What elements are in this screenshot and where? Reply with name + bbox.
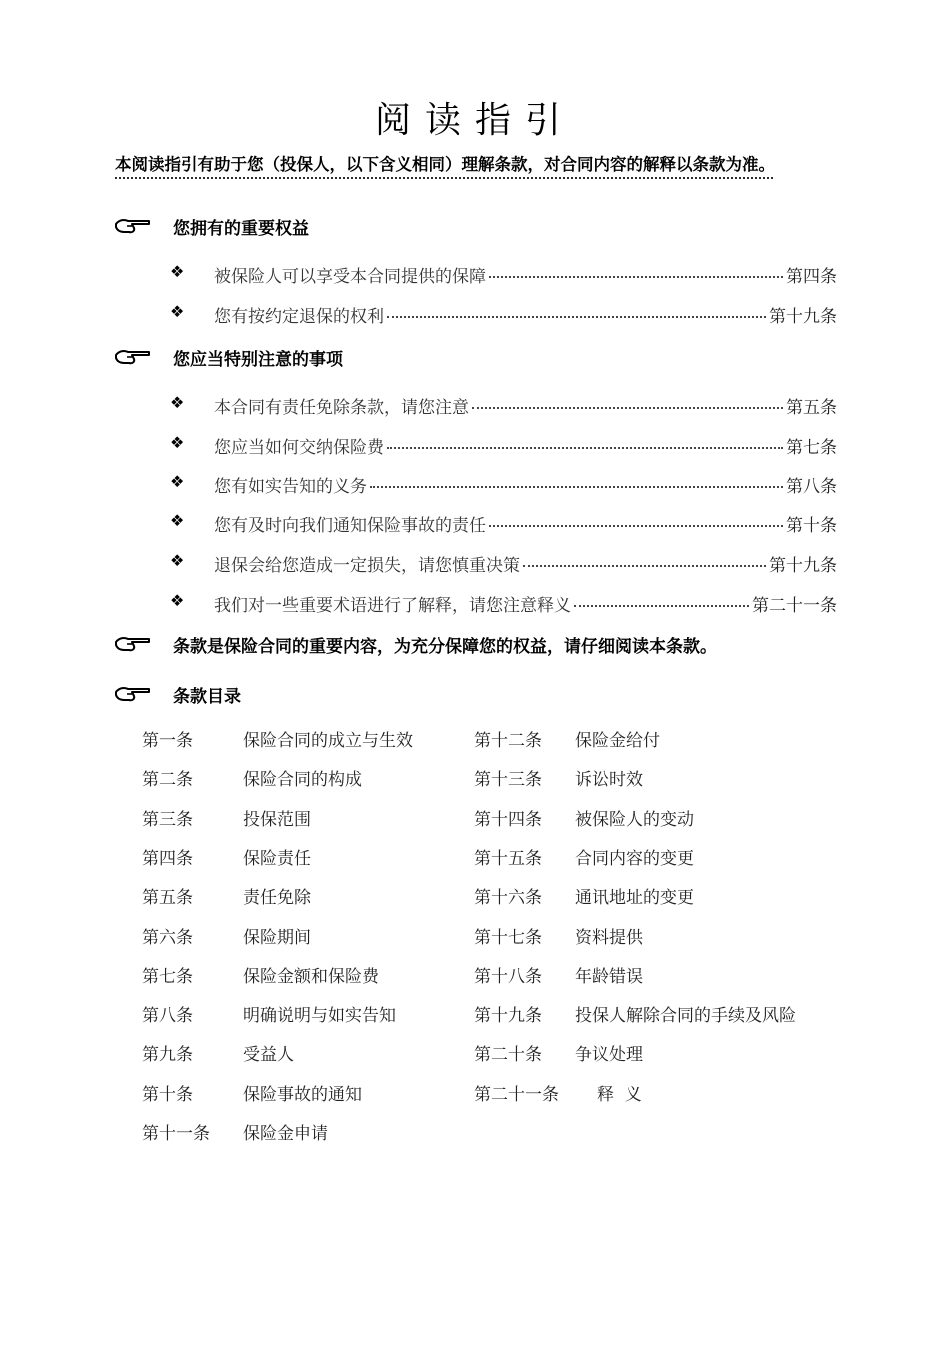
pointing-hand-icon bbox=[115, 684, 151, 704]
dot-leader bbox=[387, 447, 783, 449]
toc-clause-number: 第四条 bbox=[142, 849, 193, 869]
toc-clause-number: 第五条 bbox=[142, 888, 193, 908]
toc-clause-name: 释 义 bbox=[597, 1085, 642, 1105]
clause-reference: 第二十一条 bbox=[752, 596, 837, 616]
guide-item-text: 您有按约定退保的权利 bbox=[214, 307, 384, 327]
pointing-hand-icon bbox=[115, 347, 151, 367]
section-heading bbox=[115, 632, 855, 658]
toc-clause-name: 投保范围 bbox=[243, 810, 311, 830]
toc-clause-number: 第十七条 bbox=[474, 928, 542, 948]
toc-clause-number: 第八条 bbox=[142, 1006, 193, 1026]
toc-clause-number: 第十一条 bbox=[142, 1124, 210, 1144]
guide-item bbox=[170, 262, 837, 288]
clause-reference: 第十九条 bbox=[769, 307, 837, 327]
clause-reference: 第十条 bbox=[786, 516, 837, 536]
toc-clause-number: 第九条 bbox=[142, 1045, 193, 1065]
section-label: 条款目录 bbox=[173, 687, 241, 707]
guide-item bbox=[170, 472, 837, 498]
toc-clause-name: 投保人解除合同的手续及风险 bbox=[575, 1006, 796, 1026]
toc-clause-name: 资料提供 bbox=[575, 928, 643, 948]
guide-item bbox=[170, 551, 837, 577]
toc-clause-number: 第十六条 bbox=[474, 888, 542, 908]
toc-clause-name: 保险合同的构成 bbox=[243, 770, 362, 790]
section-label: 条款是保险合同的重要内容，为充分保障您的权益，请仔细阅读本条款。 bbox=[173, 637, 717, 657]
guide-item-text: 您有及时向我们通知保险事故的责任 bbox=[214, 516, 486, 536]
toc-clause-name: 保险期间 bbox=[243, 928, 311, 948]
clause-reference: 第四条 bbox=[786, 267, 837, 287]
guide-item-text: 本合同有责任免除条款，请您注意 bbox=[214, 398, 469, 418]
toc-clause-name: 年龄错误 bbox=[575, 967, 643, 987]
guide-item-text: 被保险人可以享受本合同提供的保障 bbox=[214, 267, 486, 287]
intro-text: 本阅读指引有助于您（投保人，以下含义相同）理解条款，对合同内容的解释以条款为准。 bbox=[115, 155, 775, 174]
diamond-bullet-icon: ❖ bbox=[170, 433, 185, 452]
toc-clause-name: 保险责任 bbox=[243, 849, 311, 869]
toc-clause-name: 被保险人的变动 bbox=[575, 810, 694, 830]
toc-clause-number: 第十五条 bbox=[474, 849, 542, 869]
dot-leader bbox=[523, 565, 766, 567]
dot-leader bbox=[574, 605, 749, 607]
toc-clause-name: 明确说明与如实告知 bbox=[243, 1006, 396, 1026]
toc-clause-name: 保险金额和保险费 bbox=[243, 967, 379, 987]
dot-leader bbox=[472, 407, 783, 409]
toc-clause-name: 合同内容的变更 bbox=[575, 849, 694, 869]
diamond-bullet-icon: ❖ bbox=[170, 511, 185, 530]
diamond-bullet-icon: ❖ bbox=[170, 472, 185, 491]
guide-item-text: 我们对一些重要术语进行了解释，请您注意释义 bbox=[214, 596, 571, 616]
guide-item bbox=[170, 393, 837, 419]
dot-leader bbox=[387, 316, 766, 318]
pointing-hand-icon bbox=[115, 216, 151, 236]
clause-reference: 第十九条 bbox=[769, 556, 837, 576]
diamond-bullet-icon: ❖ bbox=[170, 302, 185, 321]
toc-clause-number: 第十条 bbox=[142, 1085, 193, 1105]
clause-reference: 第五条 bbox=[786, 398, 837, 418]
dot-leader bbox=[489, 276, 783, 278]
toc-clause-number: 第六条 bbox=[142, 928, 193, 948]
guide-item-text: 您有如实告知的义务 bbox=[214, 477, 367, 497]
toc-clause-number: 第十四条 bbox=[474, 810, 542, 830]
diamond-bullet-icon: ❖ bbox=[170, 591, 185, 610]
toc-clause-number: 第十三条 bbox=[474, 770, 542, 790]
section-heading bbox=[115, 682, 855, 708]
toc-clause-name: 保险金申请 bbox=[243, 1124, 328, 1144]
clause-reference: 第八条 bbox=[786, 477, 837, 497]
section-heading bbox=[115, 345, 855, 371]
toc-clause-number: 第二十条 bbox=[474, 1045, 542, 1065]
toc-clause-name: 责任免除 bbox=[243, 888, 311, 908]
toc-clause-number: 第二十一条 bbox=[474, 1085, 559, 1105]
guide-item-text: 退保会给您造成一定损失，请您慎重决策 bbox=[214, 556, 520, 576]
toc-clause-number: 第二条 bbox=[142, 770, 193, 790]
toc-clause-number: 第十二条 bbox=[474, 731, 542, 751]
toc-clause-name: 通讯地址的变更 bbox=[575, 888, 694, 908]
toc-clause-number: 第十八条 bbox=[474, 967, 542, 987]
section-label: 您拥有的重要权益 bbox=[173, 219, 309, 239]
toc-clause-name: 保险合同的成立与生效 bbox=[243, 731, 413, 751]
toc-clause-name: 保险事故的通知 bbox=[243, 1085, 362, 1105]
guide-item bbox=[170, 591, 837, 617]
toc-clause-number: 第七条 bbox=[142, 967, 193, 987]
toc-clause-number: 第一条 bbox=[142, 731, 193, 751]
diamond-bullet-icon: ❖ bbox=[170, 551, 185, 570]
page-title: 阅读指引 bbox=[374, 100, 575, 141]
toc-clause-name: 争议处理 bbox=[575, 1045, 643, 1065]
dot-leader bbox=[370, 486, 783, 488]
diamond-bullet-icon: ❖ bbox=[170, 393, 185, 412]
section-heading bbox=[115, 214, 855, 240]
toc-clause-name: 保险金给付 bbox=[575, 731, 660, 751]
pointing-hand-icon bbox=[115, 634, 151, 654]
section-label: 您应当特别注意的事项 bbox=[173, 350, 343, 370]
toc-clause-name: 受益人 bbox=[243, 1045, 294, 1065]
dot-leader bbox=[489, 525, 783, 527]
toc-clause-name: 诉讼时效 bbox=[575, 770, 643, 790]
toc-clause-number: 第十九条 bbox=[474, 1006, 542, 1026]
guide-item bbox=[170, 511, 837, 537]
toc-clause-number: 第三条 bbox=[142, 810, 193, 830]
guide-item-text: 您应当如何交纳保险费 bbox=[214, 438, 384, 458]
guide-item bbox=[170, 433, 837, 459]
guide-item bbox=[170, 302, 837, 328]
diamond-bullet-icon: ❖ bbox=[170, 262, 185, 281]
clause-reference: 第七条 bbox=[786, 438, 837, 458]
